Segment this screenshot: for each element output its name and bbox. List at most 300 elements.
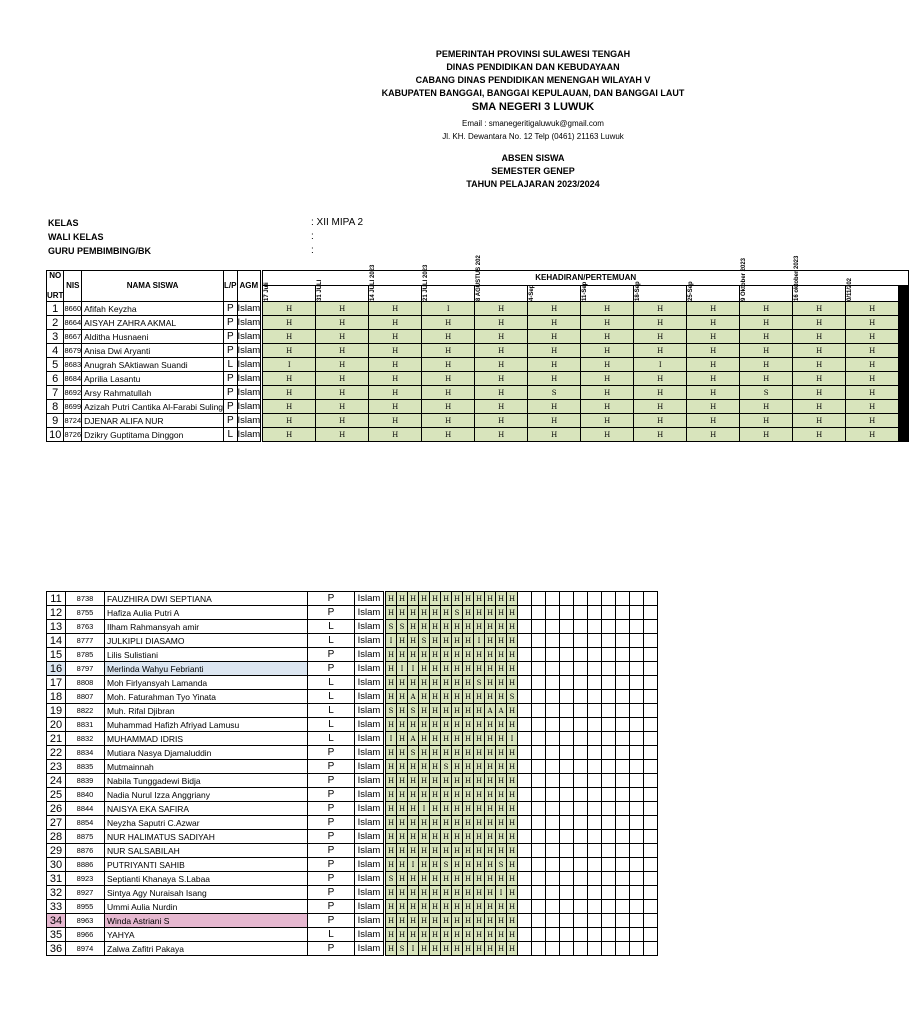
attendance-mark: H [581, 400, 634, 414]
attendance-mark: H [474, 606, 485, 620]
attendance-empty [616, 592, 630, 606]
attendance-empty [574, 732, 588, 746]
attendance-empty [518, 816, 532, 830]
attendance-empty [588, 732, 602, 746]
attendance-mark: H [385, 914, 397, 928]
attendance-empty [546, 816, 560, 830]
attendance-mark: H [485, 760, 496, 774]
attendance-empty [574, 788, 588, 802]
attendance-empty [644, 886, 658, 900]
student-gender: L [224, 428, 237, 442]
col-nama-header: NAMA SISWA [82, 271, 224, 302]
attendance-empty [518, 676, 532, 690]
attendance-mark: H [441, 662, 452, 676]
student-gender: P [308, 662, 355, 676]
attendance-mark: H [507, 858, 518, 872]
attendance-mark: H [846, 414, 899, 428]
attendance-mark: H [463, 718, 474, 732]
attendance-mark: H [441, 914, 452, 928]
attendance-empty [560, 704, 574, 718]
attendance-mark: H [496, 620, 507, 634]
attendance-empty [532, 816, 546, 830]
attendance-empty [518, 858, 532, 872]
attendance-empty [546, 690, 560, 704]
attendance-empty [602, 844, 616, 858]
student-nis: 8755 [66, 606, 105, 620]
attendance-mark: H [496, 690, 507, 704]
student-nis: 8966 [66, 928, 105, 942]
attendance-mark: H [528, 302, 581, 316]
attendance-mark: H [385, 760, 397, 774]
attendance-empty [574, 746, 588, 760]
student-gender: P [308, 830, 355, 844]
student-gender: P [308, 872, 355, 886]
attendance-mark: H [397, 788, 408, 802]
attendance-mark: H [430, 760, 441, 774]
attendance-mark: H [369, 358, 422, 372]
student-no: 14 [47, 634, 66, 648]
attendance-empty [532, 858, 546, 872]
student-row [47, 648, 658, 662]
student-row [47, 690, 658, 704]
attendance-mark: H [581, 344, 634, 358]
attendance-empty [546, 928, 560, 942]
attendance-empty [532, 872, 546, 886]
student-no: 17 [47, 676, 66, 690]
attendance-mark: H [316, 386, 369, 400]
student-gender: L [308, 928, 355, 942]
student-name: Merlinda Wahyu Febrianti [105, 662, 308, 676]
attendance-empty [560, 746, 574, 760]
attendance-mark: H [463, 914, 474, 928]
attendance-empty [560, 606, 574, 620]
attendance-mark: H [463, 830, 474, 844]
attendance-mark: H [422, 372, 475, 386]
student-row [47, 732, 658, 746]
attendance-mark: H [316, 414, 369, 428]
student-nis: 8699 [64, 400, 82, 414]
attendance-mark: H [496, 830, 507, 844]
attendance-mark: H [369, 330, 422, 344]
attendance-mark: H [430, 774, 441, 788]
student-gender: P [308, 900, 355, 914]
attendance-empty [602, 620, 616, 634]
student-gender: P [308, 606, 355, 620]
student-name: Muh. Rifal Djibran [105, 704, 308, 718]
attendance-mark: H [474, 746, 485, 760]
attendance-mark: H [408, 802, 419, 816]
attendance-mark: H [452, 914, 463, 928]
attendance-mark: H [581, 372, 634, 386]
student-row [47, 802, 658, 816]
attendance-mark: H [507, 592, 518, 606]
attendance-mark: H [474, 872, 485, 886]
student-gender: L [308, 634, 355, 648]
attendance-mark: H [485, 928, 496, 942]
attendance-mark: H [397, 760, 408, 774]
student-religion: Islam [237, 302, 261, 314]
attendance-mark: H [463, 606, 474, 620]
date-label: 11-Sep [582, 281, 589, 301]
attendance-mark: H [397, 872, 408, 886]
attendance-empty [532, 690, 546, 704]
attendance-empty [630, 816, 644, 830]
attendance-mark: H [740, 330, 793, 344]
attendance-mark: I [385, 732, 397, 746]
attendance-empty [546, 606, 560, 620]
attendance-empty [546, 886, 560, 900]
attendance-mark: H [430, 620, 441, 634]
attendance-mark: H [687, 428, 740, 442]
student-religion: Islam [355, 774, 385, 788]
attendance-mark: I [397, 662, 408, 676]
attendance-empty [644, 718, 658, 732]
attendance-empty [546, 592, 560, 606]
attendance-mark: H [485, 676, 496, 690]
attendance-mark: H [408, 928, 419, 942]
attendance-mark: H [496, 816, 507, 830]
attendance-empty [602, 886, 616, 900]
attendance-mark: H [463, 858, 474, 872]
attendance-mark: H [419, 942, 430, 956]
attendance-mark: H [793, 372, 846, 386]
attendance-mark: H [463, 662, 474, 676]
attendance-mark: H [475, 316, 528, 330]
attendance-mark: H [474, 774, 485, 788]
student-name: MUHAMMAD IDRIS [105, 732, 308, 746]
attendance-mark: H [422, 400, 475, 414]
attendance-mark: H [581, 358, 634, 372]
attendance-empty [588, 802, 602, 816]
student-no: 31 [47, 872, 66, 886]
student-gender: P [308, 774, 355, 788]
student-nis: 8923 [66, 872, 105, 886]
attendance-mark: H [475, 302, 528, 316]
student-row [47, 330, 909, 344]
attendance-mark: H [430, 718, 441, 732]
student-religion: Islam [355, 662, 385, 676]
attendance-mark: H [496, 732, 507, 746]
attendance-empty [574, 816, 588, 830]
attendance-mark: H [496, 662, 507, 676]
attendance-empty [630, 900, 644, 914]
attendance-mark: H [496, 634, 507, 648]
date-header [687, 281, 740, 301]
student-religion: Islam [355, 718, 385, 732]
student-religion: Islam [355, 942, 385, 956]
student-nis: 8876 [66, 844, 105, 858]
student-nis: 8955 [66, 900, 105, 914]
attendance-mark: H [369, 344, 422, 358]
letterhead [300, 48, 766, 191]
attendance-mark: H [485, 606, 496, 620]
student-row [47, 414, 909, 428]
attendance-mark: H [316, 400, 369, 414]
student-gender: P [224, 330, 237, 344]
date-header [475, 255, 528, 301]
attendance-empty [560, 928, 574, 942]
student-name: Azizah Putri Cantika Al-Farabi Suling [82, 400, 224, 414]
attendance-empty [560, 718, 574, 732]
attendance-mark: S [385, 872, 397, 886]
attendance-mark: H [419, 928, 430, 942]
attendance-empty [588, 928, 602, 942]
attendance-mark: H [430, 886, 441, 900]
attendance-mark: H [507, 900, 518, 914]
attendance-empty [588, 606, 602, 620]
attendance-empty [616, 732, 630, 746]
student-religion: Islam [355, 788, 385, 802]
attendance-mark: I [408, 942, 419, 956]
attendance-empty [644, 858, 658, 872]
header-line-2: DINAS PENDIDIKAN DAN KEBUDAYAAN [446, 62, 620, 72]
attendance-mark: H [687, 344, 740, 358]
attendance-mark: H [430, 802, 441, 816]
student-name: Dzikry Guptitama Dinggon [82, 428, 224, 442]
student-row [47, 344, 909, 358]
student-name: Muhammad Hafizh Afriyad Lamusu [105, 718, 308, 732]
header-line-3: CABANG DINAS PENDIDIKAN MENENGAH WILAYAH V [415, 75, 651, 85]
attendance-mark: H [634, 330, 687, 344]
student-row [47, 844, 658, 858]
date-header [793, 255, 846, 301]
student-no: 36 [47, 942, 66, 956]
attendance-empty [616, 886, 630, 900]
attendance-mark: H [397, 676, 408, 690]
attendance-mark: S [740, 386, 793, 400]
attendance-empty [602, 690, 616, 704]
date-label: 31 JULI [317, 279, 324, 301]
student-name: FAUZHIRA DWI SEPTIANA [105, 592, 308, 606]
doc-year: TAHUN PELAJARAN 2023/2024 [466, 179, 600, 189]
attendance-mark: H [496, 788, 507, 802]
attendance-mark: H [452, 802, 463, 816]
attendance-mark: S [441, 858, 452, 872]
attendance-empty [630, 732, 644, 746]
attendance-empty [630, 886, 644, 900]
attendance-mark: H [262, 386, 316, 400]
date-header [581, 281, 634, 301]
attendance-empty [602, 900, 616, 914]
attendance-mark: H [408, 788, 419, 802]
attendance-mark: H [496, 942, 507, 956]
attendance-mark: H [385, 676, 397, 690]
attendance-mark: H [463, 704, 474, 718]
attendance-mark: H [475, 386, 528, 400]
attendance-mark: H [419, 690, 430, 704]
attendance-mark: I [634, 358, 687, 372]
attendance-empty [588, 676, 602, 690]
date-label: 8 AGUSTUS 202 [476, 255, 483, 301]
attendance-mark: H [793, 400, 846, 414]
attendance-empty [616, 704, 630, 718]
attendance-empty [518, 802, 532, 816]
attendance-empty [602, 928, 616, 942]
student-nis: 8683 [64, 358, 82, 372]
student-no: 16 [47, 662, 66, 676]
student-nis: 8808 [66, 676, 105, 690]
date-label: 4-Sep [529, 284, 536, 301]
attendance-mark: H [846, 386, 899, 400]
student-nis: 8831 [66, 718, 105, 732]
attendance-empty [644, 900, 658, 914]
col-lp-header: L/P [224, 271, 237, 302]
attendance-mark: H [419, 676, 430, 690]
student-religion: Islam [355, 760, 385, 774]
attendance-mark: H [452, 620, 463, 634]
student-no: 29 [47, 844, 66, 858]
attendance-mark: H [485, 662, 496, 676]
student-name: Mutmainnah [105, 760, 308, 774]
attendance-mark: H [397, 844, 408, 858]
attendance-mark: H [397, 858, 408, 872]
attendance-mark: H [581, 386, 634, 400]
attendance-empty [546, 830, 560, 844]
attendance-empty [616, 760, 630, 774]
attendance-empty [574, 844, 588, 858]
student-religion: Islam [355, 886, 385, 900]
attendance-mark: H [846, 330, 899, 344]
attendance-mark: H [452, 676, 463, 690]
kelas-value: : XII MIPA 2 [311, 217, 364, 228]
attendance-mark: H [441, 844, 452, 858]
attendance-empty [560, 634, 574, 648]
attendance-empty [630, 942, 644, 956]
attendance-empty [644, 802, 658, 816]
attendance-mark: H [419, 732, 430, 746]
attendance-mark: H [463, 648, 474, 662]
attendance-mark: H [397, 886, 408, 900]
attendance-empty [630, 914, 644, 928]
attendance-mark: H [385, 900, 397, 914]
student-row [47, 358, 909, 372]
col-agm-header: AGM [237, 271, 262, 302]
attendance-empty [532, 648, 546, 662]
student-row [47, 704, 658, 718]
attendance-empty [616, 914, 630, 928]
attendance-mark: H [419, 760, 430, 774]
attendance-mark: H [316, 302, 369, 316]
attendance-empty [532, 606, 546, 620]
attendance-mark: H [408, 760, 419, 774]
attendance-mark: H [419, 858, 430, 872]
attendance-mark: H [485, 690, 496, 704]
attendance-mark: H [422, 344, 475, 358]
attendance-mark: H [430, 830, 441, 844]
attendance-mark: H [419, 606, 430, 620]
attendance-empty [560, 676, 574, 690]
attendance-mark: A [408, 732, 419, 746]
attendance-empty [574, 802, 588, 816]
attendance-mark: H [474, 704, 485, 718]
student-nis: 8974 [66, 942, 105, 956]
student-name: Neyzha Saputri C.Azwar [105, 816, 308, 830]
student-religion: Islam [237, 372, 261, 384]
attendance-mark: H [474, 690, 485, 704]
attendance-empty [644, 704, 658, 718]
student-gender: P [308, 914, 355, 928]
attendance-empty [574, 760, 588, 774]
attendance-mark: H [430, 606, 441, 620]
attendance-empty [588, 942, 602, 956]
attendance-mark: H [441, 746, 452, 760]
attendance-mark: H [507, 662, 518, 676]
attendance-mark: H [474, 592, 485, 606]
attendance-mark: H [740, 372, 793, 386]
attendance-empty [616, 816, 630, 830]
attendance-mark: H [507, 620, 518, 634]
attendance-empty [518, 844, 532, 858]
col-kehadiran-header: KEHADIRAN/PERTEMUAN [262, 271, 909, 286]
student-religion: Islam [237, 400, 261, 412]
attendance-mark: H [485, 788, 496, 802]
student-no: 28 [47, 830, 66, 844]
student-name: Zalwa Zafitri Pakaya [105, 942, 308, 956]
attendance-empty [560, 620, 574, 634]
attendance-mark: H [474, 662, 485, 676]
attendance-mark: I [419, 802, 430, 816]
student-no: 10 [47, 428, 64, 442]
attendance-mark: H [475, 400, 528, 414]
attendance-empty [518, 732, 532, 746]
student-nis: 8832 [66, 732, 105, 746]
attendance-empty [630, 774, 644, 788]
student-row [47, 900, 658, 914]
attendance-empty [616, 830, 630, 844]
attendance-empty [560, 774, 574, 788]
student-row [47, 606, 658, 620]
student-nis: 8660 [64, 302, 82, 316]
student-name: Hafiza Aulia Putri A [105, 606, 308, 620]
student-no: 22 [47, 746, 66, 760]
student-name: Lilis Sulistiani [105, 648, 308, 662]
attendance-mark: H [385, 928, 397, 942]
attendance-mark: H [485, 844, 496, 858]
attendance-mark: H [422, 386, 475, 400]
attendance-mark: A [496, 704, 507, 718]
attendance-empty [630, 746, 644, 760]
attendance-mark: H [463, 690, 474, 704]
attendance-mark: H [463, 942, 474, 956]
date-header [528, 285, 581, 301]
attendance-mark: H [408, 774, 419, 788]
attendance-empty [644, 606, 658, 620]
attendance-mark: H [452, 746, 463, 760]
attendance-mark: H [408, 844, 419, 858]
date-header [846, 277, 899, 301]
student-no: 1 [47, 302, 64, 316]
attendance-empty [616, 606, 630, 620]
attendance-mark: H [397, 802, 408, 816]
student-row [47, 914, 658, 928]
attendance-empty [616, 648, 630, 662]
attendance-mark: H [507, 774, 518, 788]
attendance-empty [518, 634, 532, 648]
attendance-empty [532, 634, 546, 648]
attendance-mark: H [740, 400, 793, 414]
attendance-empty [532, 620, 546, 634]
attendance-mark: H [408, 620, 419, 634]
attendance-mark: H [397, 746, 408, 760]
student-nis: 8822 [66, 704, 105, 718]
student-gender: P [308, 802, 355, 816]
attendance-mark: H [581, 428, 634, 442]
attendance-mark: H [419, 662, 430, 676]
attendance-mark: H [452, 662, 463, 676]
attendance-mark: H [441, 718, 452, 732]
attendance-mark: H [496, 676, 507, 690]
attendance-empty [574, 900, 588, 914]
